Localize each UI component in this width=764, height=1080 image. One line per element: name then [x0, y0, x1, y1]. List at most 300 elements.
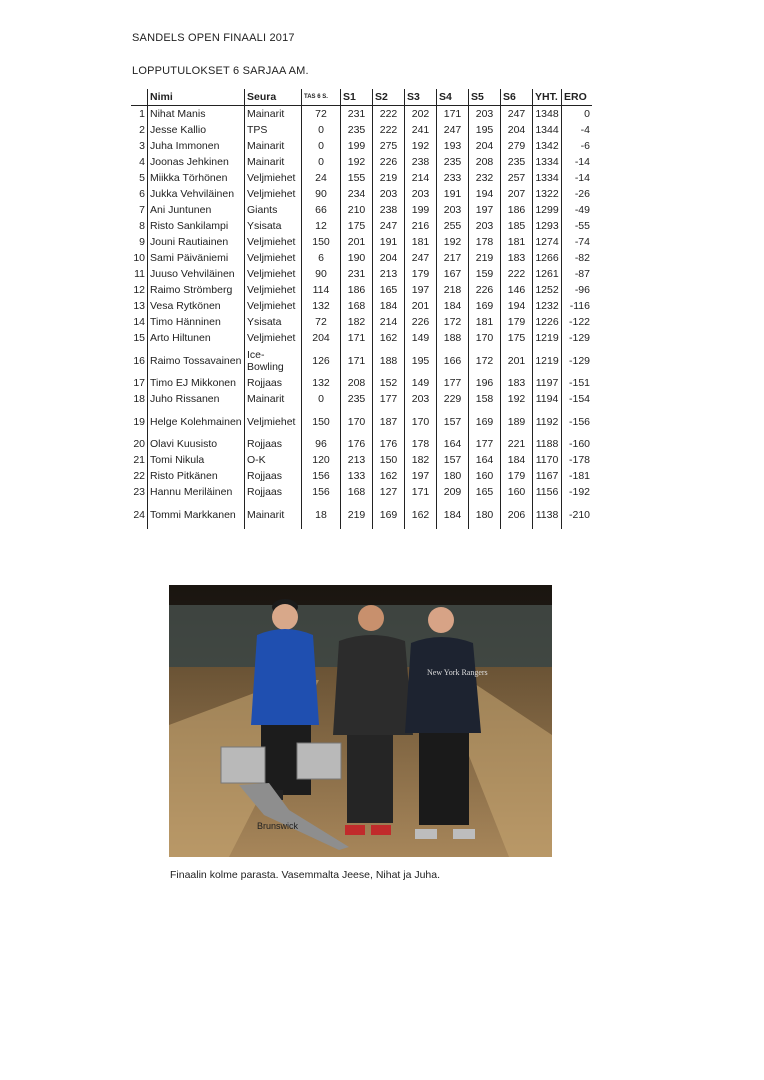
cell-rank: 18 — [133, 393, 145, 405]
table-row — [131, 468, 592, 484]
cell-total: 1219 — [533, 346, 562, 375]
header-total: YHT. — [533, 89, 562, 106]
cell-s1: 168 — [341, 298, 373, 314]
cell-s5: 203 — [469, 106, 501, 123]
cell-name: Juuso Vehviläinen — [148, 266, 245, 282]
cell-handicap: 0 — [302, 391, 341, 407]
cell-difference: -210 — [562, 500, 593, 529]
table-row — [131, 407, 592, 436]
cell-s5: 204 — [469, 138, 501, 154]
photo-illustration — [169, 585, 552, 857]
cell-total: 1261 — [533, 266, 562, 282]
cell-name: Sami Päiväniemi — [148, 250, 245, 266]
table-row — [131, 234, 592, 250]
cell-handicap: 90 — [302, 186, 341, 202]
cell-total: 1344 — [533, 122, 562, 138]
cell-rank: 11 — [134, 268, 145, 280]
table-row — [131, 330, 592, 346]
cell-s3: 179 — [405, 266, 437, 282]
document-subtitle: LOPPUTULOKSET 6 SARJAA AM. — [132, 65, 309, 77]
table-row — [131, 250, 592, 266]
cell-s3: 214 — [405, 170, 437, 186]
cell-difference: 0 — [562, 106, 593, 123]
cell-s6: 222 — [501, 266, 533, 282]
cell-handicap: 0 — [302, 154, 341, 170]
cell-club: Veljmiehet — [245, 330, 302, 346]
cell-s6: 235 — [501, 154, 533, 170]
cell-name: Raimo Tossavainen — [148, 346, 245, 375]
cell-s1: 176 — [341, 436, 373, 452]
cell-name: Risto Sankilampi — [148, 218, 245, 234]
cell-difference: -154 — [562, 391, 593, 407]
cell-rank: 6 — [139, 188, 145, 200]
cell-s3: 178 — [405, 436, 437, 452]
cell-s4: 203 — [437, 202, 469, 218]
cell-s2: 214 — [373, 314, 405, 330]
table-row — [131, 186, 592, 202]
cell-s5: 203 — [469, 218, 501, 234]
machine-brand-label: Brunswick — [257, 821, 299, 831]
cell-club: Rojjaas — [245, 436, 302, 452]
cell-s1: 182 — [341, 314, 373, 330]
cell-s6: 201 — [501, 346, 533, 375]
cell-s3: 195 — [405, 346, 437, 375]
cell-club: Mainarit — [245, 154, 302, 170]
cell-s2: 150 — [373, 452, 405, 468]
cell-s5: 177 — [469, 436, 501, 452]
cell-s5: 169 — [469, 407, 501, 436]
cell-total: 1170 — [533, 452, 562, 468]
cell-handicap: 0 — [302, 138, 341, 154]
cell-handicap: 204 — [302, 330, 341, 346]
cell-handicap: 132 — [302, 298, 341, 314]
cell-name: Helge Kolehmainen — [148, 407, 245, 436]
finalists-photo — [169, 585, 552, 857]
cell-s2: 226 — [373, 154, 405, 170]
cell-s4: 209 — [437, 484, 469, 500]
cell-total: 1188 — [533, 436, 562, 452]
cell-s2: 127 — [373, 484, 405, 500]
cell-s4: 235 — [437, 154, 469, 170]
header-name: Nimi — [148, 89, 245, 106]
table-row — [131, 122, 592, 138]
cell-s5: 158 — [469, 391, 501, 407]
cell-total: 1299 — [533, 202, 562, 218]
cell-s4: 171 — [437, 106, 469, 123]
cell-rank: 2 — [139, 124, 145, 136]
results-table — [131, 89, 592, 529]
cell-name: Tomi Nikula — [148, 452, 245, 468]
cell-total: 1197 — [533, 375, 562, 391]
cell-rank: 16 — [133, 354, 145, 367]
cell-s6: 179 — [501, 468, 533, 484]
cell-s3: 149 — [405, 330, 437, 346]
table-row — [131, 391, 592, 407]
table-row — [131, 154, 592, 170]
results-header-row — [131, 89, 592, 106]
cell-s6: 192 — [501, 391, 533, 407]
cell-difference: -122 — [562, 314, 593, 330]
cell-club: Rojjaas — [245, 375, 302, 391]
cell-club: Veljmiehet — [245, 186, 302, 202]
jacket-logo-text: New York Rangers — [427, 668, 488, 677]
cell-s2: 213 — [373, 266, 405, 282]
cell-s2: 184 — [373, 298, 405, 314]
cell-s6: 221 — [501, 436, 533, 452]
table-row — [131, 484, 592, 500]
table-row — [131, 500, 592, 529]
cell-s3: 197 — [405, 468, 437, 484]
cell-s3: 241 — [405, 122, 437, 138]
cell-s2: 169 — [373, 500, 405, 529]
cell-name: Miikka Törhönen — [148, 170, 245, 186]
cell-club: Mainarit — [245, 500, 302, 529]
cell-s2: 222 — [373, 106, 405, 123]
cell-s1: 201 — [341, 234, 373, 250]
cell-s3: 162 — [405, 500, 437, 529]
cell-handicap: 24 — [302, 170, 341, 186]
cell-s3: 202 — [405, 106, 437, 123]
cell-club: Ice-Bowling — [245, 346, 302, 375]
cell-handicap: 150 — [302, 234, 341, 250]
cell-handicap: 96 — [302, 436, 341, 452]
cell-s3: 247 — [405, 250, 437, 266]
cell-club: TPS — [245, 122, 302, 138]
table-row — [131, 266, 592, 282]
cell-s6: 279 — [501, 138, 533, 154]
cell-handicap: 114 — [302, 282, 341, 298]
cell-s4: 166 — [437, 346, 469, 375]
cell-s1: 199 — [341, 138, 373, 154]
cell-total: 1252 — [533, 282, 562, 298]
cell-handicap: 156 — [302, 468, 341, 484]
cell-s4: 218 — [437, 282, 469, 298]
header-s2: S2 — [373, 89, 405, 106]
cell-name: Juho Rissanen — [148, 391, 245, 407]
cell-difference: -160 — [562, 436, 593, 452]
cell-rank: 15 — [133, 332, 145, 344]
table-row — [131, 375, 592, 391]
cell-s2: 187 — [373, 407, 405, 436]
cell-rank: 3 — [139, 140, 145, 152]
cell-s3: 226 — [405, 314, 437, 330]
cell-difference: -14 — [562, 154, 593, 170]
cell-s1: 155 — [341, 170, 373, 186]
cell-handicap: 150 — [302, 407, 341, 436]
cell-name: Jouni Rautiainen — [148, 234, 245, 250]
cell-s5: 159 — [469, 266, 501, 282]
cell-difference: -55 — [562, 218, 593, 234]
cell-s1: 210 — [341, 202, 373, 218]
cell-total: 1219 — [533, 330, 562, 346]
cell-club: Veljmiehet — [245, 298, 302, 314]
cell-name: Tommi Markkanen — [148, 500, 245, 529]
cell-s4: 157 — [437, 407, 469, 436]
cell-difference: -116 — [562, 298, 593, 314]
table-row — [131, 346, 592, 375]
header-s1: S1 — [341, 89, 373, 106]
cell-name: Olavi Kuusisto — [148, 436, 245, 452]
cell-s6: 183 — [501, 250, 533, 266]
cell-total: 1156 — [533, 484, 562, 500]
cell-rank: 7 — [139, 204, 145, 216]
cell-s6: 184 — [501, 452, 533, 468]
cell-club: Ysisata — [245, 218, 302, 234]
cell-s1: 190 — [341, 250, 373, 266]
cell-handicap: 120 — [302, 452, 341, 468]
cell-s5: 169 — [469, 298, 501, 314]
header-difference: ERO — [562, 89, 593, 106]
cell-s5: 181 — [469, 314, 501, 330]
cell-s4: 180 — [437, 468, 469, 484]
cell-s3: 181 — [405, 234, 437, 250]
cell-s2: 188 — [373, 346, 405, 375]
cell-rank: 9 — [139, 236, 145, 248]
table-row — [131, 170, 592, 186]
cell-s4: 164 — [437, 436, 469, 452]
cell-s2: 152 — [373, 375, 405, 391]
cell-s1: 235 — [341, 122, 373, 138]
cell-rank: 20 — [133, 438, 145, 450]
cell-s5: 195 — [469, 122, 501, 138]
table-row — [131, 436, 592, 452]
cell-club: Mainarit — [245, 106, 302, 123]
header-club: Seura — [245, 89, 302, 106]
cell-s5: 208 — [469, 154, 501, 170]
cell-handicap: 90 — [302, 266, 341, 282]
cell-s1: 231 — [341, 266, 373, 282]
cell-s6: 181 — [501, 234, 533, 250]
cell-s6: 207 — [501, 186, 533, 202]
cell-rank: 19 — [133, 415, 145, 428]
cell-difference: -156 — [562, 407, 593, 436]
cell-difference: -151 — [562, 375, 593, 391]
cell-name: Vesa Rytkönen — [148, 298, 245, 314]
cell-club: Veljmiehet — [245, 282, 302, 298]
cell-s1: 231 — [341, 106, 373, 123]
cell-handicap: 6 — [302, 250, 341, 266]
cell-s6: 189 — [501, 407, 533, 436]
cell-total: 1194 — [533, 391, 562, 407]
cell-s5: 165 — [469, 484, 501, 500]
cell-club: Veljmiehet — [245, 170, 302, 186]
cell-name: Jukka Vehviläinen — [148, 186, 245, 202]
cell-s5: 194 — [469, 186, 501, 202]
cell-handicap: 66 — [302, 202, 341, 218]
cell-difference: -6 — [562, 138, 593, 154]
cell-s4: 217 — [437, 250, 469, 266]
cell-total: 1226 — [533, 314, 562, 330]
cell-name: Timo EJ Mikkonen — [148, 375, 245, 391]
cell-s3: 203 — [405, 186, 437, 202]
cell-s6: 183 — [501, 375, 533, 391]
cell-s4: 193 — [437, 138, 469, 154]
header-s4: S4 — [437, 89, 469, 106]
cell-s4: 157 — [437, 452, 469, 468]
cell-s6: 247 — [501, 106, 533, 123]
cell-handicap: 132 — [302, 375, 341, 391]
cell-s6: 185 — [501, 218, 533, 234]
cell-club: Veljmiehet — [245, 266, 302, 282]
cell-s2: 203 — [373, 186, 405, 202]
cell-s3: 238 — [405, 154, 437, 170]
cell-s1: 219 — [341, 500, 373, 529]
cell-s1: 208 — [341, 375, 373, 391]
cell-s1: 170 — [341, 407, 373, 436]
cell-name: Nihat Manis — [148, 106, 245, 123]
cell-club: Mainarit — [245, 391, 302, 407]
cell-total: 1293 — [533, 218, 562, 234]
cell-s5: 172 — [469, 346, 501, 375]
table-row — [131, 218, 592, 234]
cell-s5: 180 — [469, 500, 501, 529]
cell-rank: 21 — [133, 454, 145, 466]
cell-rank: 23 — [133, 486, 145, 498]
cell-s3: 171 — [405, 484, 437, 500]
cell-total: 1266 — [533, 250, 562, 266]
cell-difference: -74 — [562, 234, 593, 250]
cell-rank: 4 — [139, 156, 145, 168]
cell-club: Giants — [245, 202, 302, 218]
cell-difference: -82 — [562, 250, 593, 266]
cell-club: Ysisata — [245, 314, 302, 330]
cell-s1: 234 — [341, 186, 373, 202]
cell-difference: -96 — [562, 282, 593, 298]
cell-name: Juha Immonen — [148, 138, 245, 154]
cell-s1: 175 — [341, 218, 373, 234]
cell-difference: -26 — [562, 186, 593, 202]
cell-s6: 146 — [501, 282, 533, 298]
cell-handicap: 72 — [302, 314, 341, 330]
table-row — [131, 202, 592, 218]
cell-total: 1167 — [533, 468, 562, 484]
cell-s3: 182 — [405, 452, 437, 468]
cell-s4: 229 — [437, 391, 469, 407]
table-row — [131, 314, 592, 330]
cell-s3: 149 — [405, 375, 437, 391]
cell-s1: 168 — [341, 484, 373, 500]
cell-s6: 206 — [501, 500, 533, 529]
cell-s3: 203 — [405, 391, 437, 407]
cell-handicap: 156 — [302, 484, 341, 500]
cell-s5: 196 — [469, 375, 501, 391]
cell-name: Arto Hiltunen — [148, 330, 245, 346]
cell-total: 1322 — [533, 186, 562, 202]
cell-total: 1334 — [533, 170, 562, 186]
cell-club: Rojjaas — [245, 484, 302, 500]
cell-rank: 17 — [133, 377, 145, 389]
cell-difference: -192 — [562, 484, 593, 500]
cell-s4: 247 — [437, 122, 469, 138]
cell-rank: 13 — [133, 300, 145, 312]
cell-total: 1274 — [533, 234, 562, 250]
cell-s2: 165 — [373, 282, 405, 298]
cell-s6: 160 — [501, 484, 533, 500]
cell-total: 1192 — [533, 407, 562, 436]
cell-s2: 275 — [373, 138, 405, 154]
header-rank — [131, 89, 148, 106]
cell-rank: 12 — [133, 284, 145, 296]
cell-rank: 1 — [139, 108, 145, 120]
cell-handicap: 18 — [302, 500, 341, 529]
cell-s1: 171 — [341, 346, 373, 375]
cell-s6: 194 — [501, 298, 533, 314]
cell-s3: 192 — [405, 138, 437, 154]
cell-rank: 14 — [133, 316, 145, 328]
cell-club: Rojjaas — [245, 468, 302, 484]
cell-difference: -129 — [562, 330, 593, 346]
cell-s3: 197 — [405, 282, 437, 298]
cell-name: Risto Pitkänen — [148, 468, 245, 484]
cell-difference: -181 — [562, 468, 593, 484]
cell-s2: 219 — [373, 170, 405, 186]
cell-s1: 133 — [341, 468, 373, 484]
table-row — [131, 138, 592, 154]
cell-s2: 162 — [373, 330, 405, 346]
cell-name: Jesse Kallio — [148, 122, 245, 138]
cell-s4: 184 — [437, 500, 469, 529]
cell-difference: -87 — [562, 266, 593, 282]
cell-s1: 235 — [341, 391, 373, 407]
cell-s2: 222 — [373, 122, 405, 138]
cell-name: Raimo Strömberg — [148, 282, 245, 298]
cell-s6: 204 — [501, 122, 533, 138]
cell-handicap: 126 — [302, 346, 341, 375]
cell-s4: 192 — [437, 234, 469, 250]
cell-rank: 24 — [133, 508, 145, 521]
cell-s2: 238 — [373, 202, 405, 218]
cell-s3: 199 — [405, 202, 437, 218]
cell-club: Veljmiehet — [245, 234, 302, 250]
cell-rank: 8 — [139, 220, 145, 232]
cell-s6: 179 — [501, 314, 533, 330]
cell-s3: 216 — [405, 218, 437, 234]
cell-total: 1348 — [533, 106, 562, 123]
cell-s5: 164 — [469, 452, 501, 468]
cell-s5: 160 — [469, 468, 501, 484]
cell-total: 1232 — [533, 298, 562, 314]
header-s5: S5 — [469, 89, 501, 106]
cell-rank: 22 — [133, 470, 145, 482]
cell-s4: 184 — [437, 298, 469, 314]
cell-name: Hannu Meriläinen — [148, 484, 245, 500]
cell-s6: 186 — [501, 202, 533, 218]
header-handicap: TAS 6 S. — [302, 89, 341, 106]
cell-total: 1342 — [533, 138, 562, 154]
cell-total: 1334 — [533, 154, 562, 170]
cell-s2: 177 — [373, 391, 405, 407]
cell-club: Veljmiehet — [245, 250, 302, 266]
cell-s4: 177 — [437, 375, 469, 391]
cell-difference: -4 — [562, 122, 593, 138]
cell-s4: 191 — [437, 186, 469, 202]
cell-s5: 170 — [469, 330, 501, 346]
cell-s2: 247 — [373, 218, 405, 234]
cell-total: 1138 — [533, 500, 562, 529]
cell-club: Veljmiehet — [245, 407, 302, 436]
cell-s4: 233 — [437, 170, 469, 186]
table-row — [131, 452, 592, 468]
cell-s5: 232 — [469, 170, 501, 186]
cell-s4: 255 — [437, 218, 469, 234]
cell-s4: 188 — [437, 330, 469, 346]
results-body — [131, 106, 592, 530]
photo-caption: Finaalin kolme parasta. Vasemmalta Jeese, Nihat ja Juha. — [170, 869, 441, 881]
header-s6: S6 — [501, 89, 533, 106]
document-title: SANDELS OPEN FINAALI 2017 — [132, 32, 295, 44]
table-row — [131, 106, 592, 123]
cell-s1: 192 — [341, 154, 373, 170]
